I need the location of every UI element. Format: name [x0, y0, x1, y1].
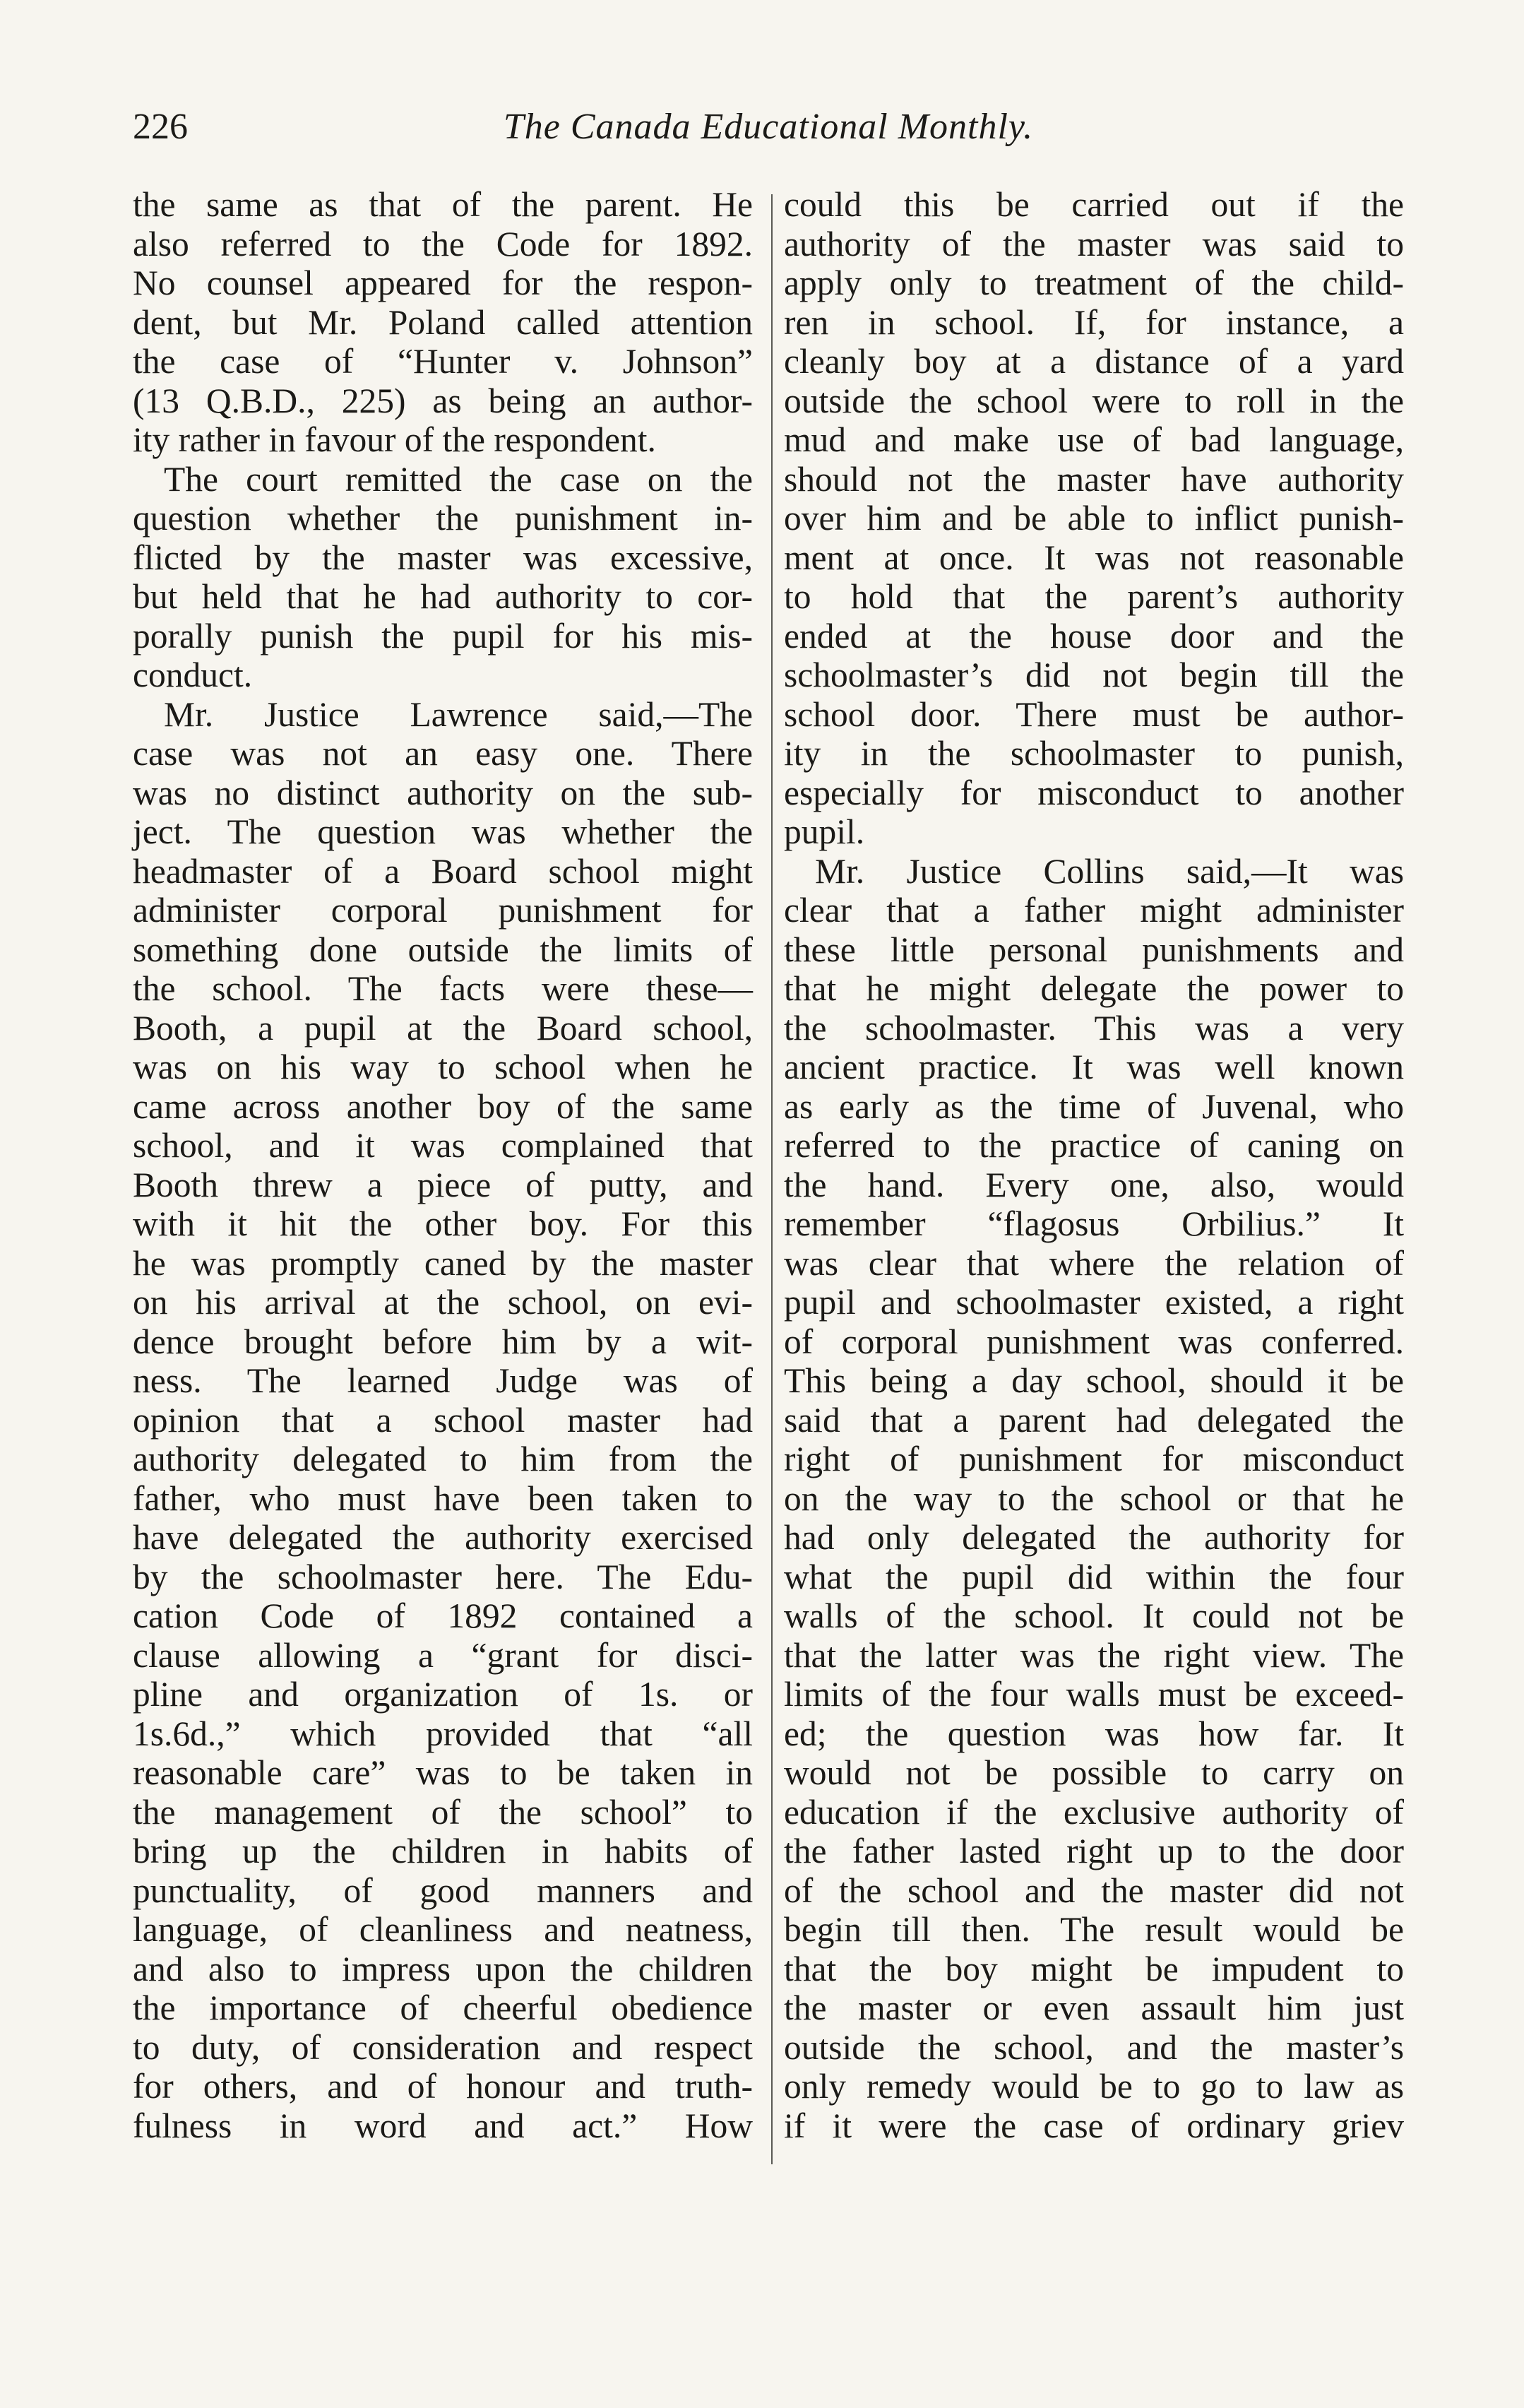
text-line: apply only to treatment of the child-: [784, 263, 1404, 302]
text-line: was on his way to school when he: [133, 1048, 753, 1086]
text-line: over him and be able to inflict punish-: [784, 499, 1404, 538]
text-line: bring up the children in habits of: [133, 1832, 753, 1870]
text-line: dence brought before him by a wit-: [133, 1322, 753, 1361]
text-line: the schoolmaster. This was a very: [784, 1008, 1404, 1048]
text-line: on his arrival at the school, on evi-: [133, 1283, 753, 1322]
text-line: mud and make use of bad language,: [784, 420, 1404, 459]
text-line: for others, and of honour and truth-: [133, 2067, 753, 2106]
text-line: Mr. Justice Lawrence said,—The: [164, 694, 753, 734]
text-line: what the pupil did within the four: [784, 1557, 1404, 1596]
text-line: flicted by the master was excessive,: [133, 538, 753, 577]
text-line: cleanly boy at a distance of a yard: [784, 342, 1404, 381]
text-line: should not the master have authority: [784, 459, 1404, 499]
text-line: language, of cleanliness and neatness,: [133, 1910, 753, 1949]
text-line: the management of the school” to: [133, 1792, 753, 1832]
text-line: have delegated the authority exercised: [133, 1518, 753, 1557]
text-line: headmaster of a Board school might: [133, 851, 753, 891]
text-line: This being a day school, should it be: [784, 1361, 1404, 1400]
text-line: walls of the school. It could not be: [784, 1596, 1404, 1635]
text-line: ity in the schoolmaster to punish,: [784, 734, 1404, 773]
text-line: that he might delegate the power to: [784, 969, 1404, 1008]
text-line: authority of the master was said to: [784, 224, 1404, 263]
page-header: [133, 106, 1404, 155]
text-line: cation Code of 1892 contained a: [133, 1596, 753, 1635]
text-line: outside the school were to roll in the: [784, 381, 1404, 420]
text-line: ended at the house door and the: [784, 616, 1404, 656]
text-line: with it hit the other boy. For this: [133, 1204, 753, 1243]
left-column: [133, 185, 753, 2145]
text-line: would not be possible to carry on: [784, 1753, 1404, 1792]
text-line: education if the exclusive authority of: [784, 1792, 1404, 1832]
text-line: to hold that the parent’s authority: [784, 577, 1404, 616]
text-line: ject. The question was whether the: [133, 812, 753, 851]
text-line: administer corporal punishment for: [133, 891, 753, 930]
text-line: especially for misconduct to another: [784, 773, 1404, 812]
text-line: ed; the question was how far. It: [784, 1714, 1404, 1753]
text-line: right of punishment for misconduct: [784, 1440, 1404, 1478]
text-line: pupil.: [784, 812, 865, 851]
text-line: conduct.: [133, 656, 253, 694]
text-line: of the school and the master did not: [784, 1870, 1404, 1910]
text-line: something done outside the limits of: [133, 930, 753, 969]
text-line: by the schoolmaster here. The Edu-: [133, 1557, 753, 1596]
text-line: No counsel appeared for the respon-: [133, 263, 753, 302]
text-line: pupil and schoolmaster existed, a right: [784, 1283, 1404, 1322]
text-line: but held that he had authority to cor-: [133, 577, 753, 616]
text-line: 1s.6d.,” which provided that “all: [133, 1714, 753, 1753]
text-line: remember “flagosus Orbilius.” It: [784, 1204, 1404, 1243]
text-line: as early as the time of Juvenal, who: [784, 1086, 1404, 1126]
text-line: punctuality, of good manners and: [133, 1870, 753, 1910]
text-line: had only delegated the authority for: [784, 1518, 1404, 1557]
text-line: of corporal punishment was conferred.: [784, 1322, 1404, 1361]
text-line: said that a parent had delegated the: [784, 1400, 1404, 1440]
column-divider: [771, 194, 773, 2164]
text-line: ment at once. It was not reasonable: [784, 538, 1404, 577]
text-line: only remedy would be to go to law as: [784, 2067, 1404, 2106]
text-line: porally punish the pupil for his mis-: [133, 616, 753, 656]
text-line: the father lasted right up to the door: [784, 1832, 1404, 1870]
text-line: ancient practice. It was well known: [784, 1048, 1404, 1086]
page-number: 226: [133, 107, 188, 147]
text-line: came across another boy of the same: [133, 1086, 753, 1126]
text-line: case was not an easy one. There: [133, 734, 753, 773]
text-line: Booth threw a piece of putty, and: [133, 1165, 753, 1204]
text-line: school, and it was complained that: [133, 1126, 753, 1165]
text-line: the master or even assault him just: [784, 1988, 1404, 2027]
text-line: the importance of cheerful obedience: [133, 1988, 753, 2027]
text-line: the case of “Hunter v. Johnson”: [133, 342, 753, 381]
text-line: that the latter was the right view. The: [784, 1635, 1404, 1675]
text-line: was no distinct authority on the sub-: [133, 773, 753, 812]
text-line: school door. There must be author-: [784, 694, 1404, 734]
text-line: on the way to the school or that he: [784, 1478, 1404, 1518]
text-line: begin till then. The result would be: [784, 1910, 1404, 1949]
text-line: to duty, of consideration and respect: [133, 2027, 753, 2067]
text-line: the school. The facts were these—: [133, 969, 753, 1008]
text-line: reasonable care” was to be taken in: [133, 1753, 753, 1792]
text-line: if it were the case of ordinary griev: [784, 2106, 1404, 2145]
text-line: Booth, a pupil at the Board school,: [133, 1008, 753, 1048]
text-line: clear that a father might administer: [784, 891, 1404, 930]
text-line: father, who must have been taken to: [133, 1478, 753, 1518]
right-column: [784, 185, 1404, 2145]
text-line: could this be carried out if the: [784, 185, 1404, 224]
text-line: also referred to the Code for 1892.: [133, 224, 753, 263]
text-line: outside the school, and the master’s: [784, 2027, 1404, 2067]
text-line: question whether the punishment in-: [133, 499, 753, 538]
text-line: referred to the practice of caning on: [784, 1126, 1404, 1165]
text-line: fulness in word and act.” How: [133, 2106, 753, 2145]
text-line: authority delegated to him from the: [133, 1440, 753, 1478]
text-line: that the boy might be impudent to: [784, 1949, 1404, 1988]
text-line: clause allowing a “grant for disci-: [133, 1635, 753, 1675]
text-line: ity rather in favour of the respondent.: [133, 420, 656, 459]
text-line: these little personal punishments and: [784, 930, 1404, 969]
text-line: The court remitted the case on the: [164, 459, 753, 499]
text-line: Mr. Justice Collins said,—It was: [815, 851, 1404, 891]
text-line: (13 Q.B.D., 225) as being an author-: [133, 381, 753, 420]
text-line: dent, but Mr. Poland called attention: [133, 302, 753, 342]
text-line: ren in school. If, for instance, a: [784, 302, 1404, 342]
text-line: opinion that a school master had: [133, 1400, 753, 1440]
text-line: ness. The learned Judge was of: [133, 1361, 753, 1400]
text-line: limits of the four walls must be exceed-: [784, 1675, 1404, 1714]
text-line: he was promptly caned by the master: [133, 1243, 753, 1283]
text-line: and also to impress upon the children: [133, 1949, 753, 1988]
running-title: The Canada Educational Monthly.: [503, 107, 1034, 147]
text-line: the hand. Every one, also, would: [784, 1165, 1404, 1204]
text-line: pline and organization of 1s. or: [133, 1675, 753, 1714]
text-line: was clear that where the relation of: [784, 1243, 1404, 1283]
text-line: the same as that of the parent. He: [133, 185, 753, 224]
text-line: schoolmaster’s did not begin till the: [784, 656, 1404, 694]
